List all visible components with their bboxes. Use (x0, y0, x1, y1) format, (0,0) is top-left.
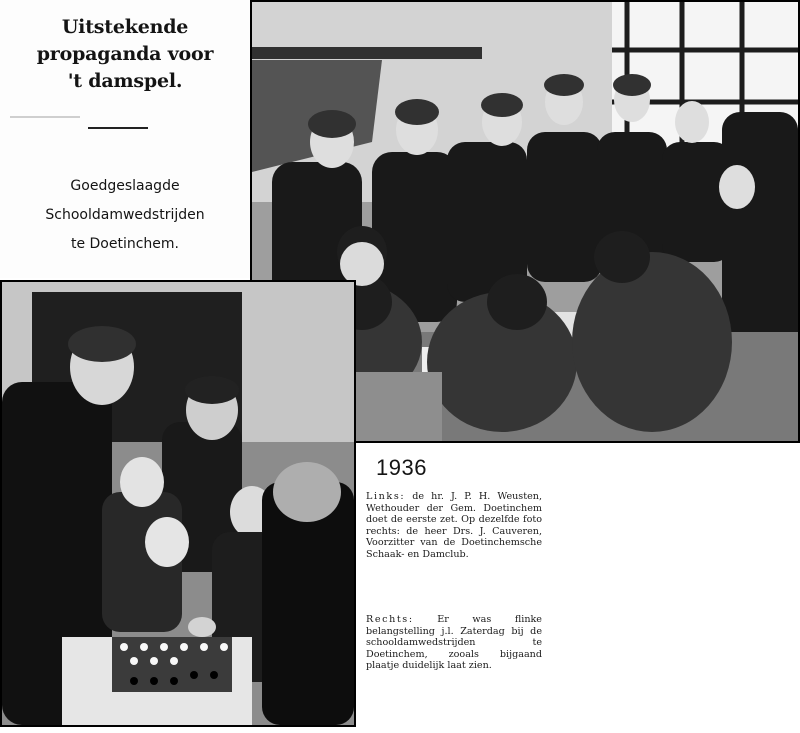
caption-right-photo (366, 614, 542, 672)
photo-first-move-image (2, 282, 354, 725)
subhead-line-1: Goedgeslaagde (70, 178, 180, 194)
subhead-line-3: te Doetinchem. (70, 236, 180, 252)
caption-right-lead: Rechts: (366, 614, 414, 625)
subhead-line-2: Schooldamwedstrijden (45, 207, 205, 223)
caption-left-lead: Links: (366, 491, 406, 502)
caption-left-photo (366, 491, 542, 561)
headline-line-1: Uitstekende (61, 16, 189, 38)
headline-line-2: propaganda voor (36, 43, 214, 65)
photo-first-move (0, 280, 356, 727)
year-label: 1936 (376, 455, 427, 480)
caption-right-text: Er was flinke belangstelling j.l. Zaterdag bij de schooldamwedstrijden te Doetinchem, zooals bijgaand plaatje duidelijk laat zien. (366, 614, 542, 672)
caption-left-text: de hr. J. P. H. Weusten, Wethouder der Gem. Doetinchem doet de eerste zet. Op dezelfde foto rechts: de heer Drs. J. Cauveren, Voorzitter van de Doetinchemsche Schaak- en Damclub. (366, 491, 542, 560)
faded-rule (10, 116, 80, 118)
headline (0, 14, 250, 95)
subheadline (0, 172, 250, 259)
headline-box (0, 0, 250, 278)
headline-divider (88, 127, 148, 129)
headline-line-3: 't damspel. (67, 70, 183, 92)
